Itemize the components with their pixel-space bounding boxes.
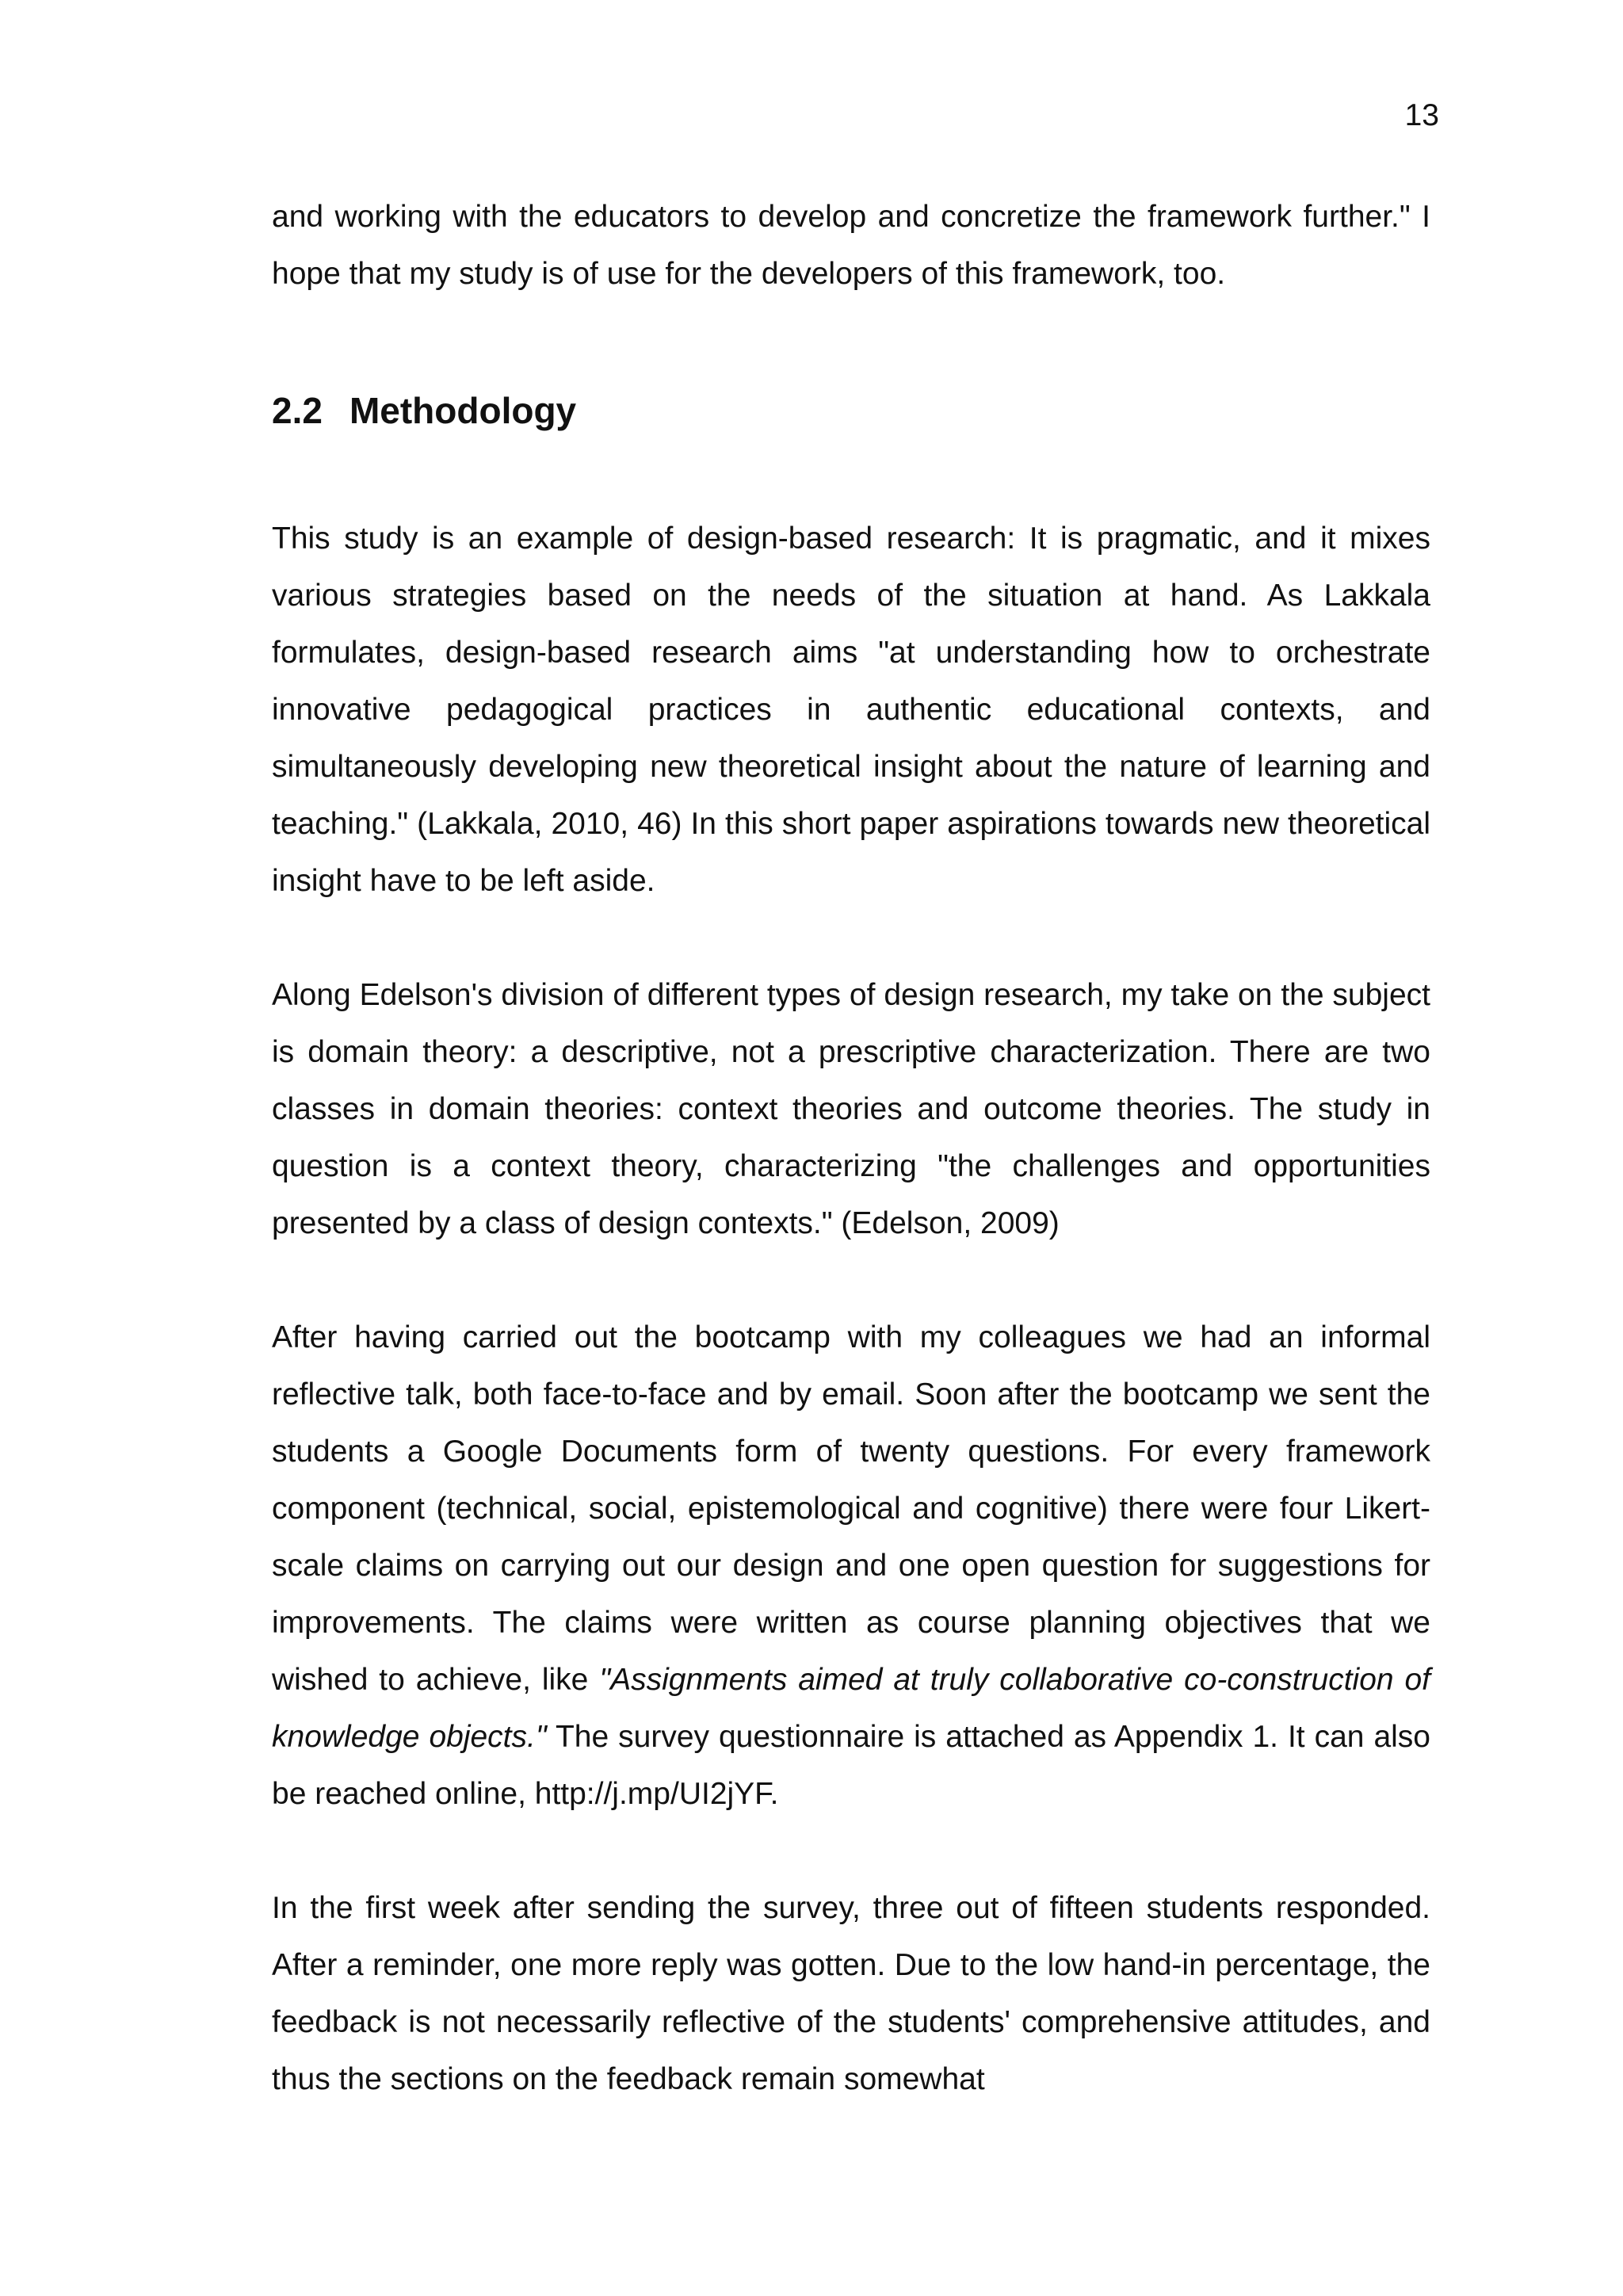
paragraph-design-based-research: This study is an example of design-based research: It is pragmatic, and it mixes various strategies based on the needs of the situation at hand. As Lakkala formulates, design-based research aims "at understanding how to orchestrate innovative pedagogical practices in authentic educational contexts, and simultaneously developing new theoretical insight about the nature of learning and teaching." (Lakkala, 2010, 46) In this short paper aspirations towards new theoretical insight have to be left aside. [272, 521, 1430, 898]
paragraph-survey-text-1: After having carried out the bootcamp with my colleagues we had an informal reflective talk, both face-to-face and by email. Soon after the bootcamp we sent the students a Google Documents form of twenty questions. For every framework component (technical, social, epistemological and cognitive) there were four Likert-scale claims on carrying out our design and one open question for suggestions for improvements. The claims were written as course planning objectives that we wished to achieve, like [272, 1320, 1430, 1697]
paragraph-domain-theory: Along Edelson's division of different types of design research, my take on the subject is domain theory: a descriptive, not a prescriptive characterization. There are two classes in domain theories: context theories and outcome theories. The study in question is a context theory, characterizing "the challenges and opportunities presented by a class of design contexts." (Edelson, 2009) [272, 978, 1430, 1240]
paragraph-survey-quote: "Assignments aimed at truly collaborative co-construction of knowledge objects." [272, 1663, 1430, 1754]
paragraph-responses: In the first week after sending the survey, three out of fifteen students responded. After a reminder, one more reply was gotten. Due to the low hand-in percentage, the feedback is not necessarily reflective of the students' comprehensive attitudes, and thus the sections on the feedback remain somewhat [272, 1891, 1430, 2096]
intro-paragraph: and working with the educators to develop and concretize the framework further." I hope that my study is of use for the developers of this framework, too. [272, 200, 1430, 291]
section-number: 2.2 [272, 390, 323, 431]
paragraph-survey-text-2: The survey questionnaire is attached as Appendix 1. It can also be reached online, http://j.mp/UI2jYF. [272, 1720, 1430, 1811]
section-title: Methodology [349, 390, 577, 431]
paragraph-survey [272, 1309, 1430, 1823]
section-heading [272, 388, 1430, 433]
page-content [272, 189, 1430, 2108]
page-number: 13 [1404, 98, 1439, 132]
